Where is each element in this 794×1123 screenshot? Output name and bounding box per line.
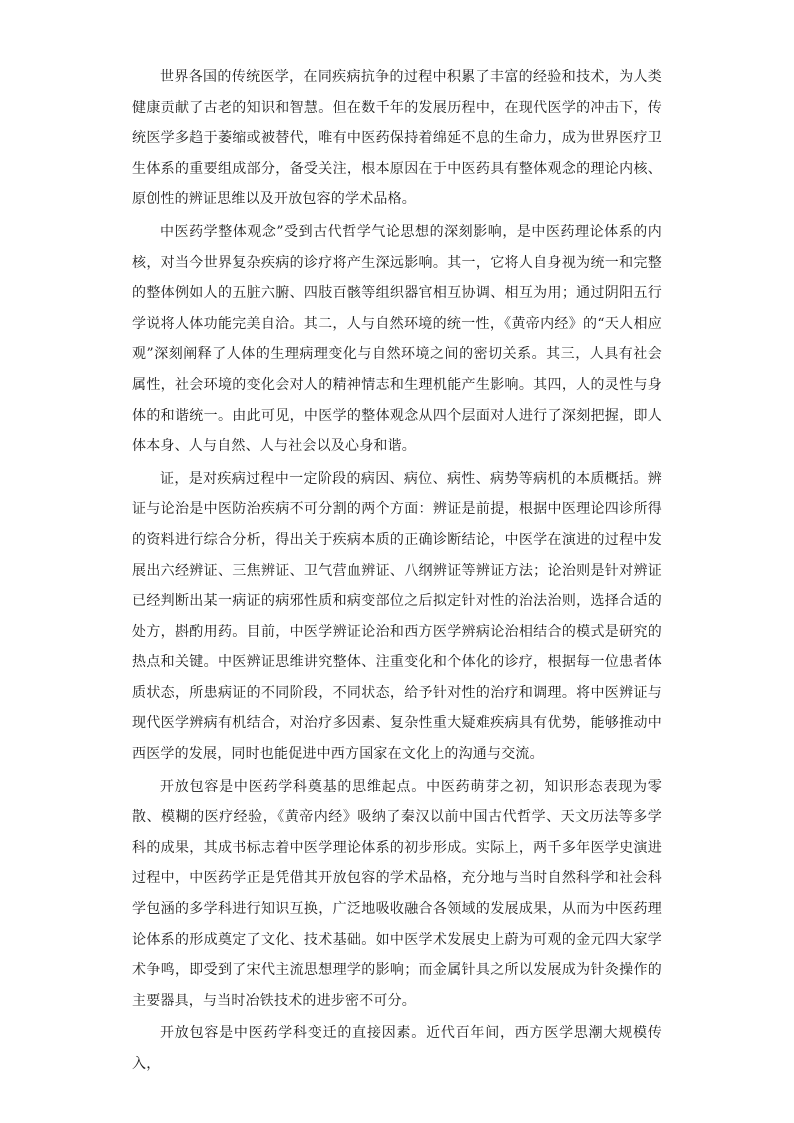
paragraph-3: 证，是对疾病过程中一定阶段的病因、病位、病性、病势等病机的本质概括。辨证与论治是中医防治疾病不可分割的两个方面：辨证是前提，根据中医理论四诊所得的资料进行综合分析，得出关于疾病本质的正确诊断结论，中医学在演进的过程中发展出六经辨证、三焦辨证、卫气营血辨证、八纲辨证等辨证方法；论治则是针对辨证已经判断出某一病证的病邪性质和病变部位之后拟定针对性的治法治则，选择合适的处方，斟酌用药。目前，中医学辨证论治和西方医学辨病论治相结合的模式是研究的热点和关键。中医辨证思维讲究整体、注重变化和个体化的诊疗，根据每一位患者体质状态，所患病证的不同阶段，不同状态，给予针对性的治疗和调理。将中医辨证与现代医学辨病有机结合，对治疗多因素、复杂性重大疑难疾病具有优势，能够推动中西医学的发展，同时也能促进中西方国家在文化上的沟通与交流。 xyxy=(132,470,662,763)
paragraph-2: 中医药学整体观念”受到古代哲学气论思想的深刻影响，是中医药理论体系的内核，对当今世界复杂疾病的诊疗将产生深远影响。其一，它将人自身视为统一和完整的整体例如人的五脏六腑、四肢百骸等组织器官相互协调、相互为用；通过阴阳五行学说将人体功能完美自洽。其二，人与自然环境的统一性，《黄帝内经》的“天人相应观”深刻阐释了人体的生理病理变化与自然环境之间的密切关系。其三，人具有社会属性，社会环境的变化会对人的精神情志和生理机能产生影响。其四，人的灵性与身体的和谐统一。由此可见，中医学的整体观念从四个层面对人进行了深刻把握，即人体本身、人与自然、人与社会以及心身和谐。 xyxy=(132,223,662,455)
paragraph-5: 开放包容是中医药学科变迁的直接因素。近代百年间，西方医学思潮大规模传入， xyxy=(132,1025,662,1072)
paragraph-4: 开放包容是中医药学科奠基的思维起点。中医药萌芽之初，知识形态表现为零散、模糊的医疗经验，《黄帝内经》吸纳了秦汉以前中国古代哲学、天文历法等多学科的成果，其成书标志着中医学理论体系的初步形成。实际上，两千多年医学史演进过程中，中医药学正是凭借其开放包容的学术品格，充分地与当时自然科学和社会科学包涵的多学科进行知识互换，广泛地吸收融合各领域的发展成果，从而为中医药理论体系的形成奠定了文化、技术基础。如中医学术发展史上蔚为可观的金元四大家学术争鸣，即受到了宋代主流思想理学的影响；而金属针具之所以发展成为针灸操作的主要器具，与当时冶铁技术的进步密不可分。 xyxy=(132,778,662,1009)
paragraph-1: 世界各国的传统医学，在同疾病抗争的过程中积累了丰富的经验和技术，为人类健康贡献了古老的知识和智慧。但在数千年的发展历程中，在现代医学的冲击下，传统医学多趋于萎缩或被替代，唯有中医药保持着绵延不息的生命力，成为世界医疗卫生体系的重要组成部分，备受关注，根本原因在于中医药具有整体观念的理论内核、原创性的辨证思维以及开放包容的学术品格。 xyxy=(132,69,662,208)
document-body xyxy=(132,62,662,1082)
